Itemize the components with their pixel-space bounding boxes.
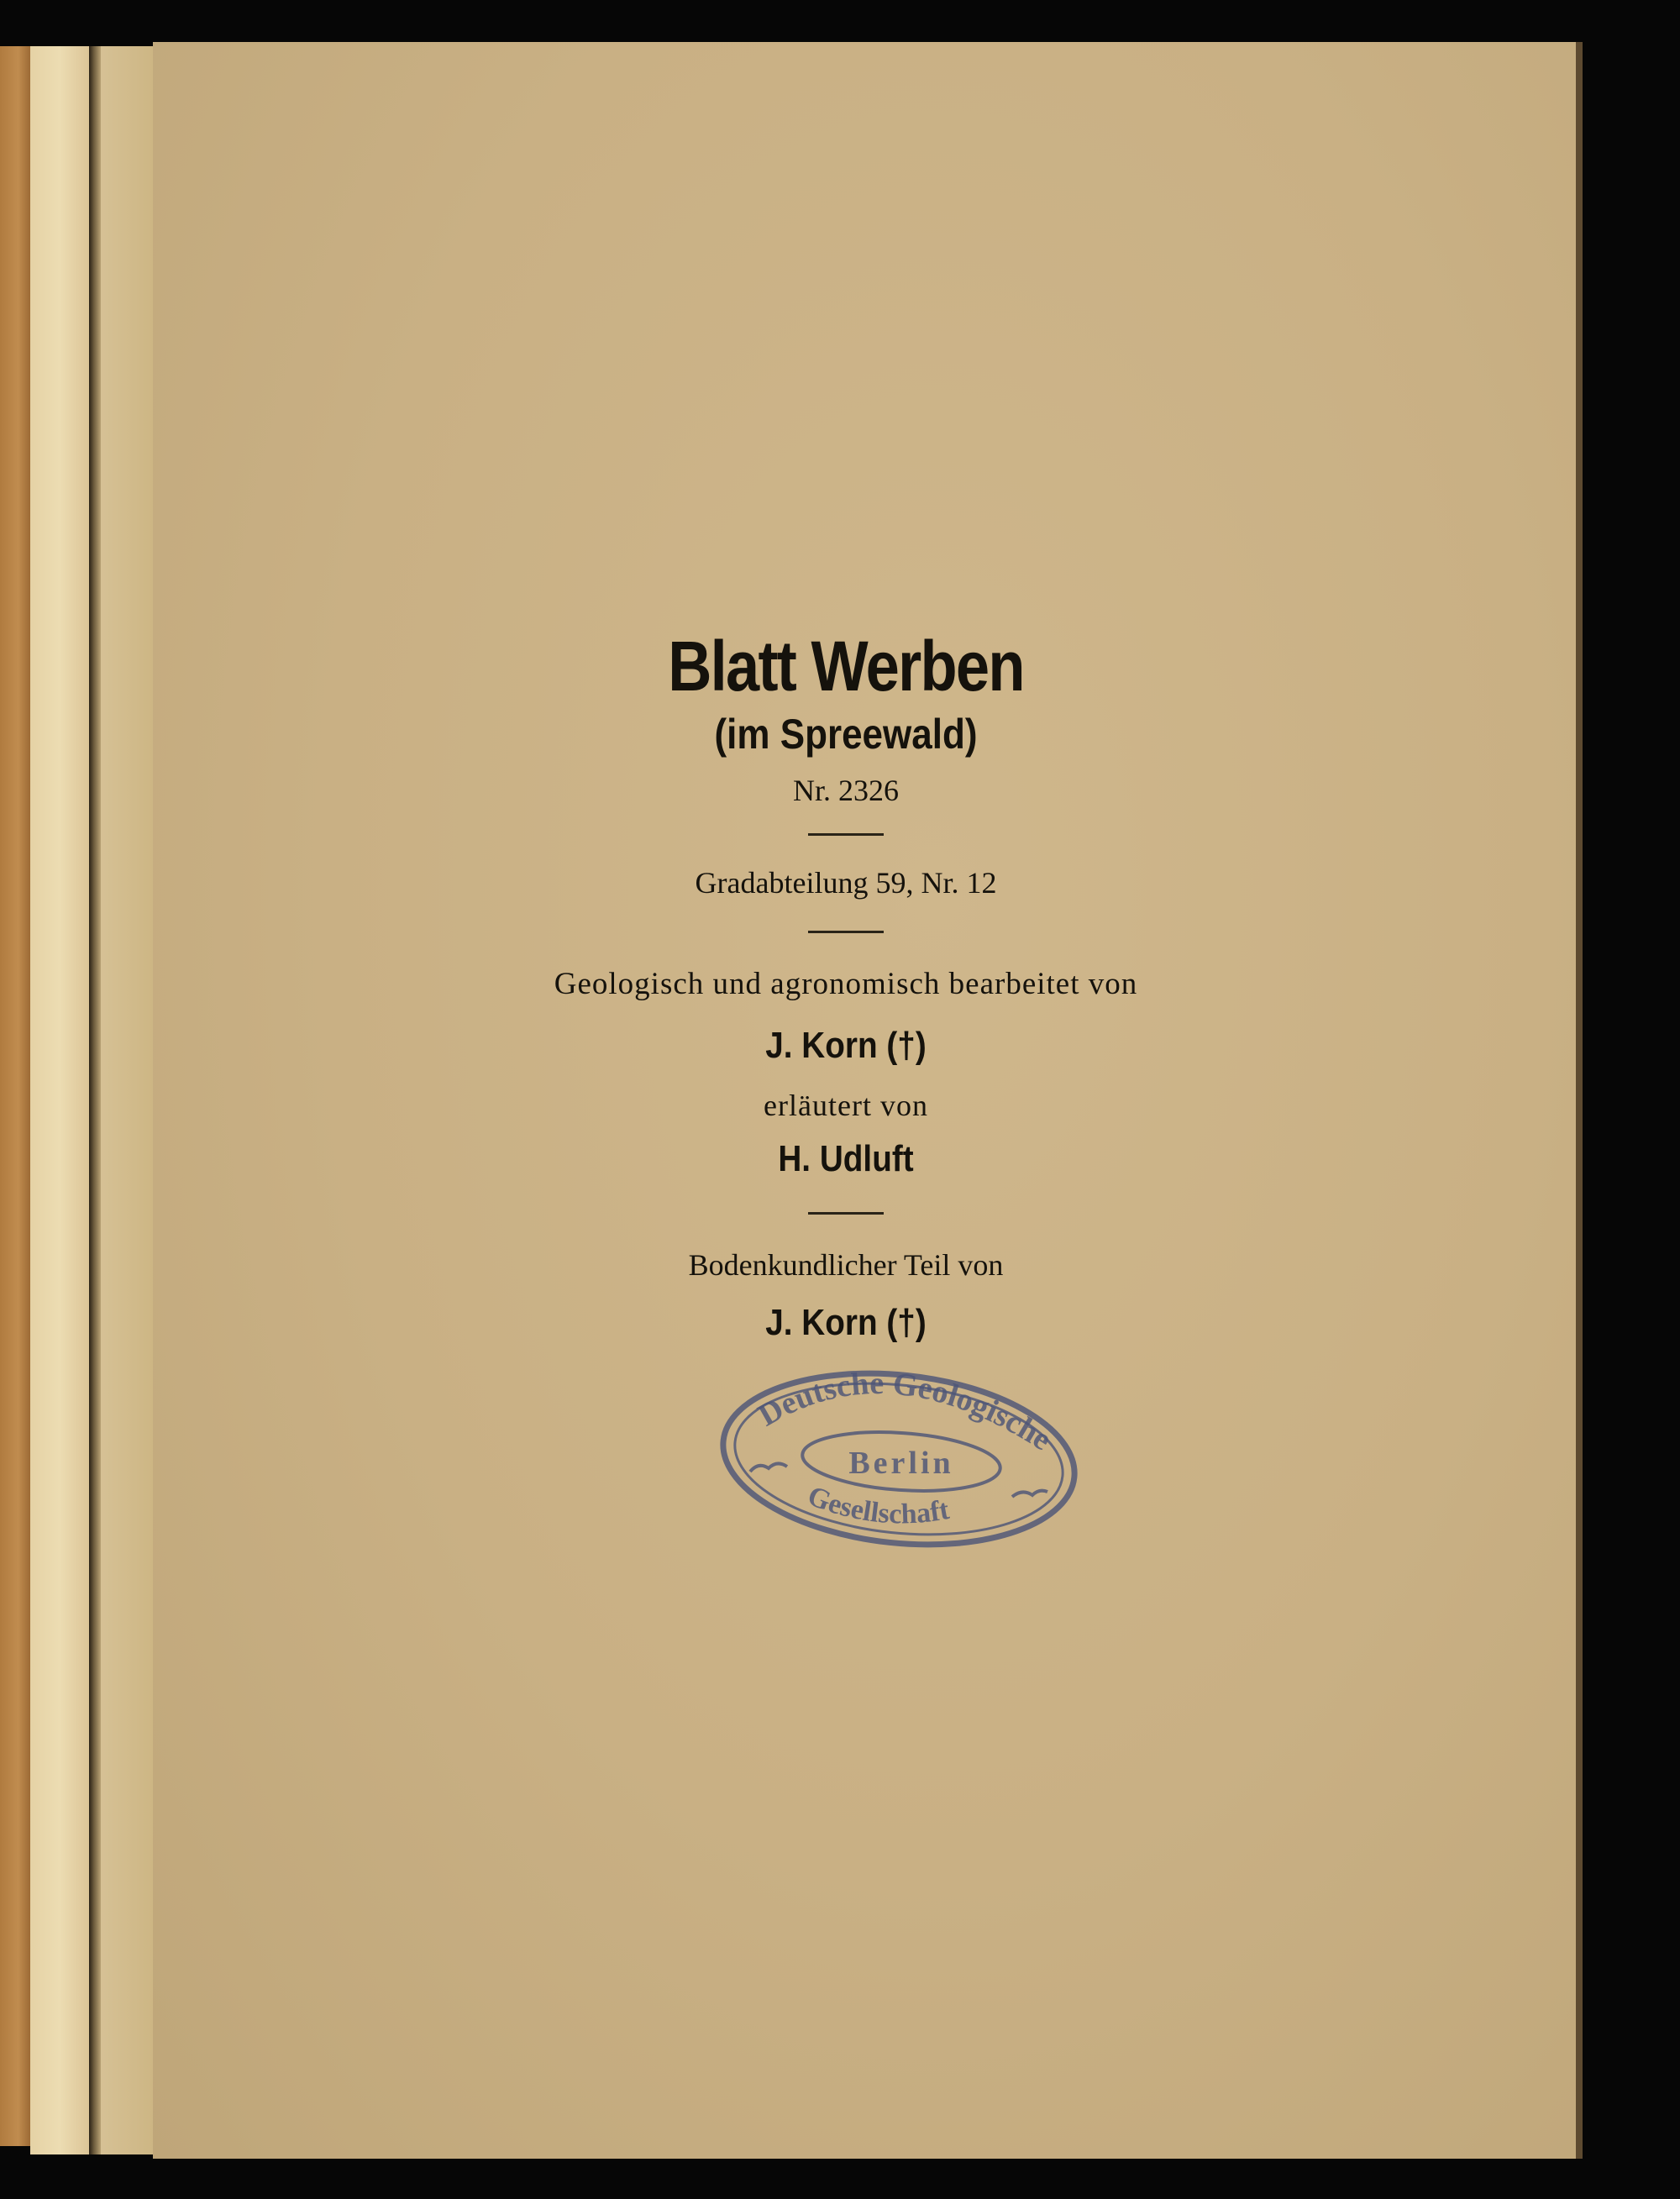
page-right-edge: [1576, 42, 1583, 2159]
sheet-number: Nr. 2326: [793, 774, 899, 807]
previous-page-edge: [0, 46, 30, 2146]
library-stamp-icon: [710, 1354, 1088, 1560]
gutter-band: [101, 46, 153, 2154]
soil-part-intro: Bodenkundlicher Teil von: [688, 1248, 1004, 1282]
sheet-title: Blatt Werben: [668, 627, 1024, 706]
divider-rule: [808, 833, 884, 836]
divider-rule: [808, 1212, 884, 1215]
stamp-text-bottom: Gesellschaft: [803, 1480, 952, 1530]
sheet-subtitle: (im Spreewald): [714, 711, 978, 758]
stamp-text-center: Berlin: [848, 1446, 954, 1481]
stamp-text-top: Deutsche Geologische: [752, 1366, 1058, 1458]
geology-author: J. Korn (†): [765, 1025, 927, 1066]
divider-rule: [808, 931, 884, 933]
grid-division: Gradabteilung 59, Nr. 12: [695, 866, 997, 900]
explained-by-author: H. Udluft: [778, 1138, 914, 1179]
binding-strip: [30, 46, 89, 2154]
gutter-shadow: [89, 46, 101, 2154]
soil-part-author: J. Korn (†): [765, 1302, 927, 1343]
explained-by-intro: erläutert von: [764, 1089, 928, 1122]
geology-credit-intro: Geologisch und agronomisch bearbeitet von: [554, 967, 1138, 1001]
